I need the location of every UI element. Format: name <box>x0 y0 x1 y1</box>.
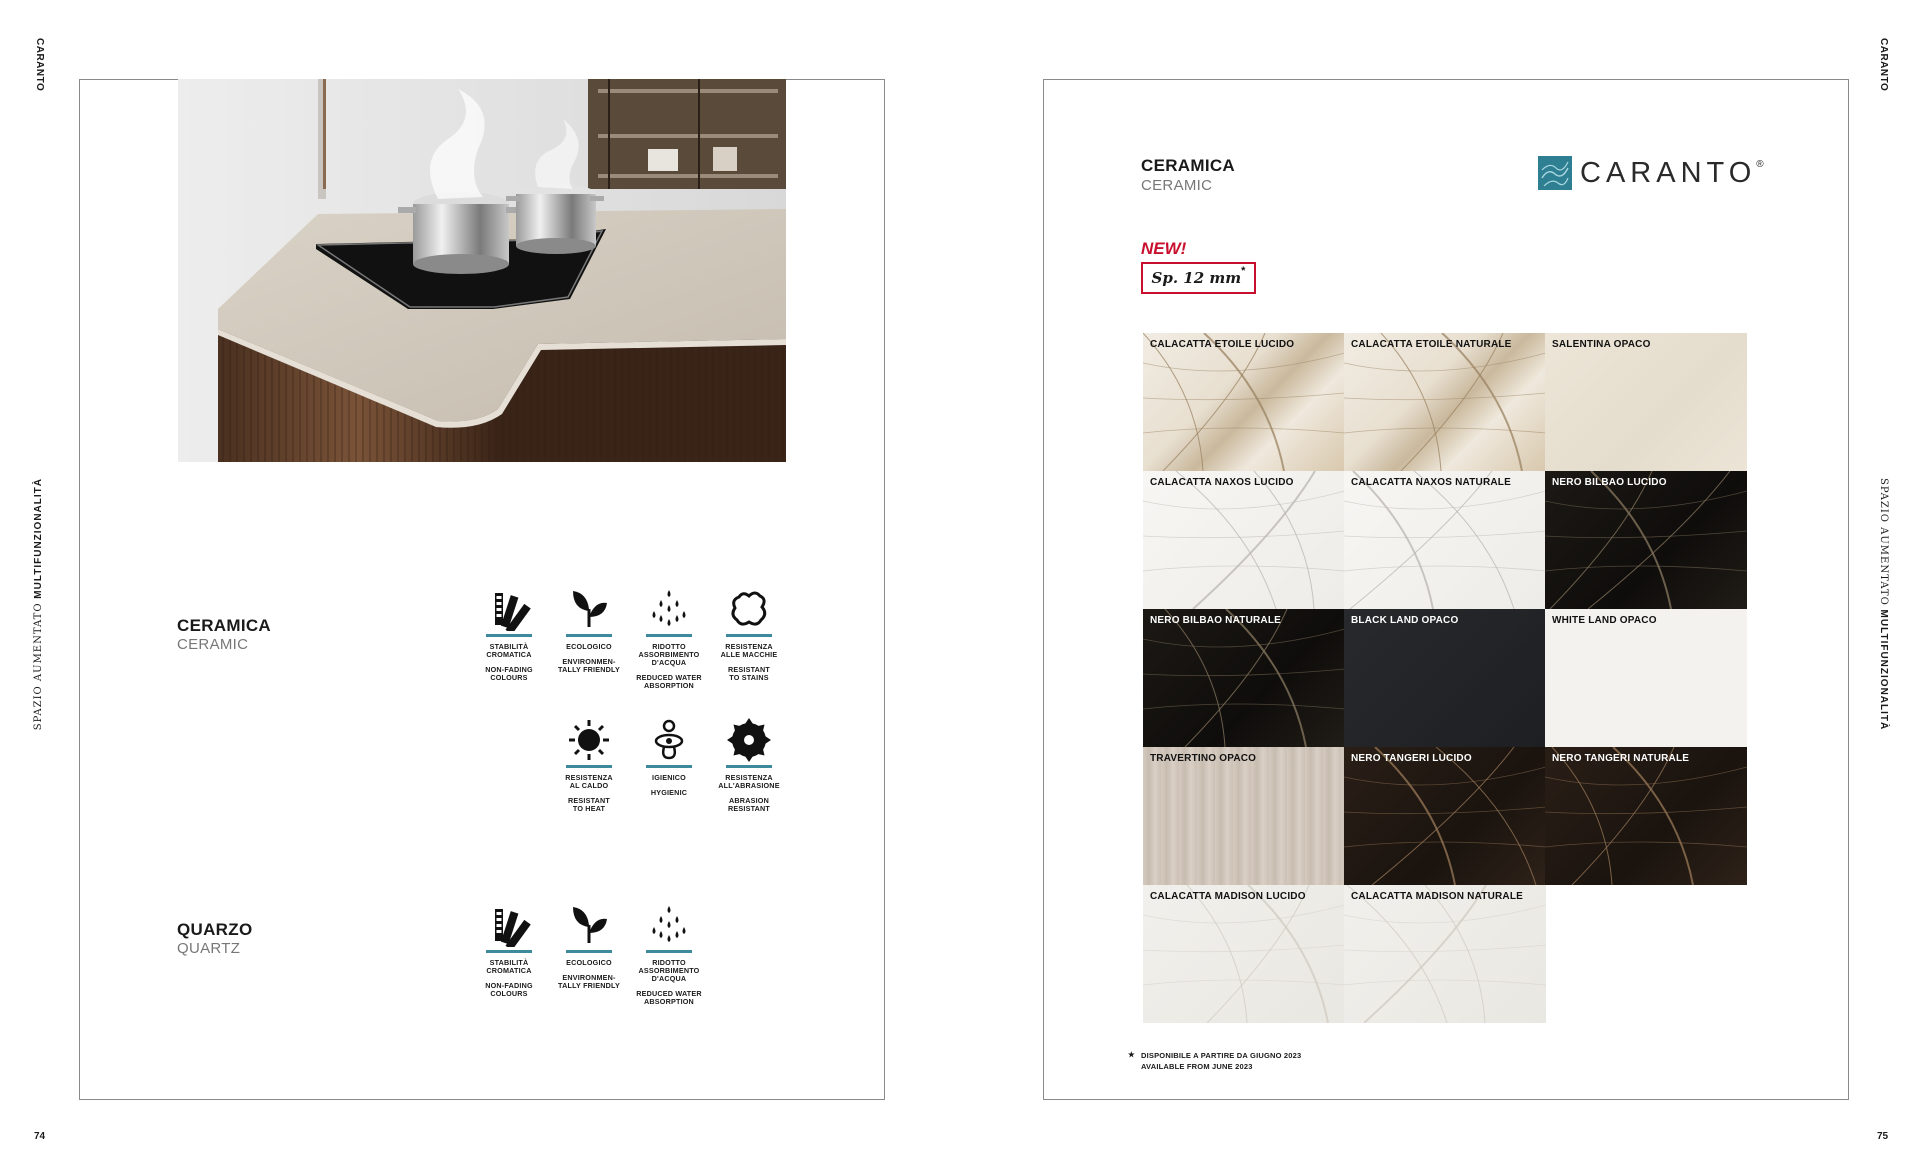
kitchen-photo <box>178 79 786 462</box>
marble-veins <box>1344 885 1546 1023</box>
marble-veins <box>1545 747 1747 885</box>
feature-underline <box>646 950 692 953</box>
footnote-en: AVAILABLE FROM JUNE 2023 <box>1141 1062 1253 1071</box>
right-side-caption-bold: MULTIFUNZIONALITÀ <box>1878 609 1889 731</box>
swatch-label: NERO TANGERI NATURALE <box>1552 753 1690 764</box>
marble-veins <box>1143 885 1345 1023</box>
feature-underline <box>486 634 532 637</box>
feature-label-it: RESISTENZA ALLE MACCHIE <box>720 642 778 659</box>
material-swatch <box>1545 333 1747 471</box>
caranto-logo-mark-icon <box>1538 156 1572 190</box>
marble-veins <box>1143 609 1345 747</box>
right-side-caption <box>1878 478 1889 730</box>
leaf-sprout-icon <box>549 903 629 947</box>
ceramica-feature-pacifier <box>629 718 709 797</box>
feature-underline <box>566 765 612 768</box>
material-swatch <box>1143 609 1345 747</box>
ceramica-subtitle: CERAMIC <box>177 636 249 653</box>
feature-underline <box>566 950 612 953</box>
material-swatch <box>1545 747 1747 885</box>
marble-veins <box>1143 333 1345 471</box>
swatch-label: TRAVERTINO OPACO <box>1150 753 1257 764</box>
material-swatch <box>1545 609 1747 747</box>
feature-label-it: STABILITÀ CROMATICA <box>486 958 532 975</box>
quarzo-feature-leaf-sprout <box>549 903 629 990</box>
material-swatch <box>1344 747 1546 885</box>
ceramica-feature-swatch-fan <box>469 587 549 682</box>
feature-underline <box>646 765 692 768</box>
marble-veins <box>1143 471 1345 609</box>
new-badge: NEW! <box>1141 239 1187 258</box>
caranto-logo-text: CARANTO <box>1580 156 1757 189</box>
footnote-it: DISPONIBILE A PARTIRE DA GIUGNO 2023 <box>1141 1051 1302 1060</box>
feature-label-it: ECOLOGICO <box>566 642 612 651</box>
feature-underline <box>726 765 772 768</box>
right-brand-label: CARANTO <box>1878 38 1889 92</box>
saw-blade-icon <box>709 718 789 762</box>
feature-label-en: ENVIRONMEN- TALLY FRIENDLY <box>558 973 620 990</box>
swatch-label: SALENTINA OPACO <box>1552 339 1651 350</box>
material-swatch <box>1344 471 1546 609</box>
ceramica-feature-saw-blade <box>709 718 789 813</box>
quarzo-feature-water-drops <box>629 903 709 1006</box>
footnote-star: ★ <box>1128 1050 1135 1059</box>
marble-veins <box>1545 471 1747 609</box>
swatch-label: CALACATTA MADISON LUCIDO <box>1150 891 1306 902</box>
feature-label-en: NON-FADING COLOURS <box>485 981 533 998</box>
sun-heat-icon <box>549 718 629 762</box>
thickness-label: Sp. 12 mm <box>1151 269 1242 287</box>
feature-label-it: RESISTENZA ALL'ABRASIONE <box>718 773 780 790</box>
ceramica-feature-leaf-sprout <box>549 587 629 674</box>
material-swatch <box>1344 333 1546 471</box>
leaf-sprout-icon <box>549 587 629 631</box>
swatch-label: CALACATTA ETOILE LUCIDO <box>1150 339 1295 350</box>
right-subtitle: CERAMIC <box>1141 177 1213 194</box>
thickness-box <box>1141 262 1256 294</box>
feature-label-en: RESISTANT TO HEAT <box>568 796 610 813</box>
feature-label-en: ENVIRONMEN- TALLY FRIENDLY <box>558 657 620 674</box>
water-drops-icon <box>629 587 709 631</box>
feature-label-en: RESISTANT TO STAINS <box>728 665 770 682</box>
swatch-fan-icon <box>469 903 549 947</box>
material-swatch <box>1143 747 1345 885</box>
left-side-caption-serif: SPAZIO AUMENTATO <box>33 602 44 731</box>
feature-label-en: ABRASION RESISTANT <box>728 796 770 813</box>
ceramica-feature-stain <box>709 587 789 682</box>
feature-label-it: RIDOTTO ASSORBIMENTO D'ACQUA <box>638 958 700 983</box>
swatch-label: CALACATTA NAXOS NATURALE <box>1351 477 1511 488</box>
left-page-number: 74 <box>34 1131 46 1142</box>
feature-underline <box>486 950 532 953</box>
quarzo-title: QUARZO <box>177 920 253 939</box>
marble-veins <box>1344 471 1546 609</box>
feature-label-en: REDUCED WATER ABSORPTION <box>636 989 702 1006</box>
material-swatch <box>1143 333 1345 471</box>
feature-label-en: HYGIENIC <box>650 788 688 797</box>
feature-label-it: RIDOTTO ASSORBIMENTO D'ACQUA <box>638 642 700 667</box>
pacifier-icon <box>629 718 709 762</box>
caranto-logo <box>1538 155 1764 191</box>
feature-underline <box>646 634 692 637</box>
ceramica-feature-sun-heat <box>549 718 629 813</box>
right-page-number: 75 <box>1877 1131 1889 1142</box>
swatch-label: CALACATTA ETOILE NATURALE <box>1351 339 1512 350</box>
right-title: CERAMICA <box>1141 156 1236 175</box>
stain-icon <box>709 587 789 631</box>
quarzo-subtitle: QUARTZ <box>177 940 241 957</box>
water-drops-icon <box>629 903 709 947</box>
feature-label-it: RESISTENZA AL CALDO <box>565 773 613 790</box>
left-side-caption-bold: MULTIFUNZIONALITÀ <box>33 478 44 599</box>
swatch-label: BLACK LAND OPACO <box>1351 615 1459 626</box>
ceramica-feature-water-drops <box>629 587 709 690</box>
feature-label-it: STABILITÀ CROMATICA <box>486 642 532 659</box>
feature-label-it: IGIENICO <box>652 773 686 782</box>
swatch-label: NERO TANGERI LUCIDO <box>1351 753 1472 764</box>
material-swatch <box>1143 885 1345 1023</box>
swatch-label: WHITE LAND OPACO <box>1552 615 1657 626</box>
feature-underline <box>566 634 612 637</box>
quarzo-feature-swatch-fan <box>469 903 549 998</box>
marble-veins <box>1344 747 1546 885</box>
footnote <box>1141 1050 1301 1072</box>
swatch-label: NERO BILBAO NATURALE <box>1150 615 1282 626</box>
material-swatch <box>1545 471 1747 609</box>
thickness-asterisk: * <box>1241 265 1246 277</box>
kitchen-photo-illustration <box>178 79 786 462</box>
feature-underline <box>726 634 772 637</box>
marble-veins <box>1344 333 1546 471</box>
swatch-fan-icon <box>469 587 549 631</box>
swatch-label: CALACATTA NAXOS LUCIDO <box>1150 477 1294 488</box>
feature-label-en: NON-FADING COLOURS <box>485 665 533 682</box>
left-brand-label: CARANTO <box>34 38 45 92</box>
ceramica-title: CERAMICA <box>177 616 272 635</box>
swatch-label: NERO BILBAO LUCIDO <box>1552 477 1667 488</box>
material-swatch <box>1143 471 1345 609</box>
material-swatch <box>1344 609 1546 747</box>
swatch-label: CALACATTA MADISON NATURALE <box>1351 891 1524 902</box>
feature-label-en: REDUCED WATER ABSORPTION <box>636 673 702 690</box>
material-swatch <box>1344 885 1546 1023</box>
feature-label-it: ECOLOGICO <box>566 958 612 967</box>
right-side-caption-serif: SPAZIO AUMENTATO <box>1878 478 1889 606</box>
left-side-caption <box>33 478 44 730</box>
caranto-logo-registered: ® <box>1756 159 1764 170</box>
